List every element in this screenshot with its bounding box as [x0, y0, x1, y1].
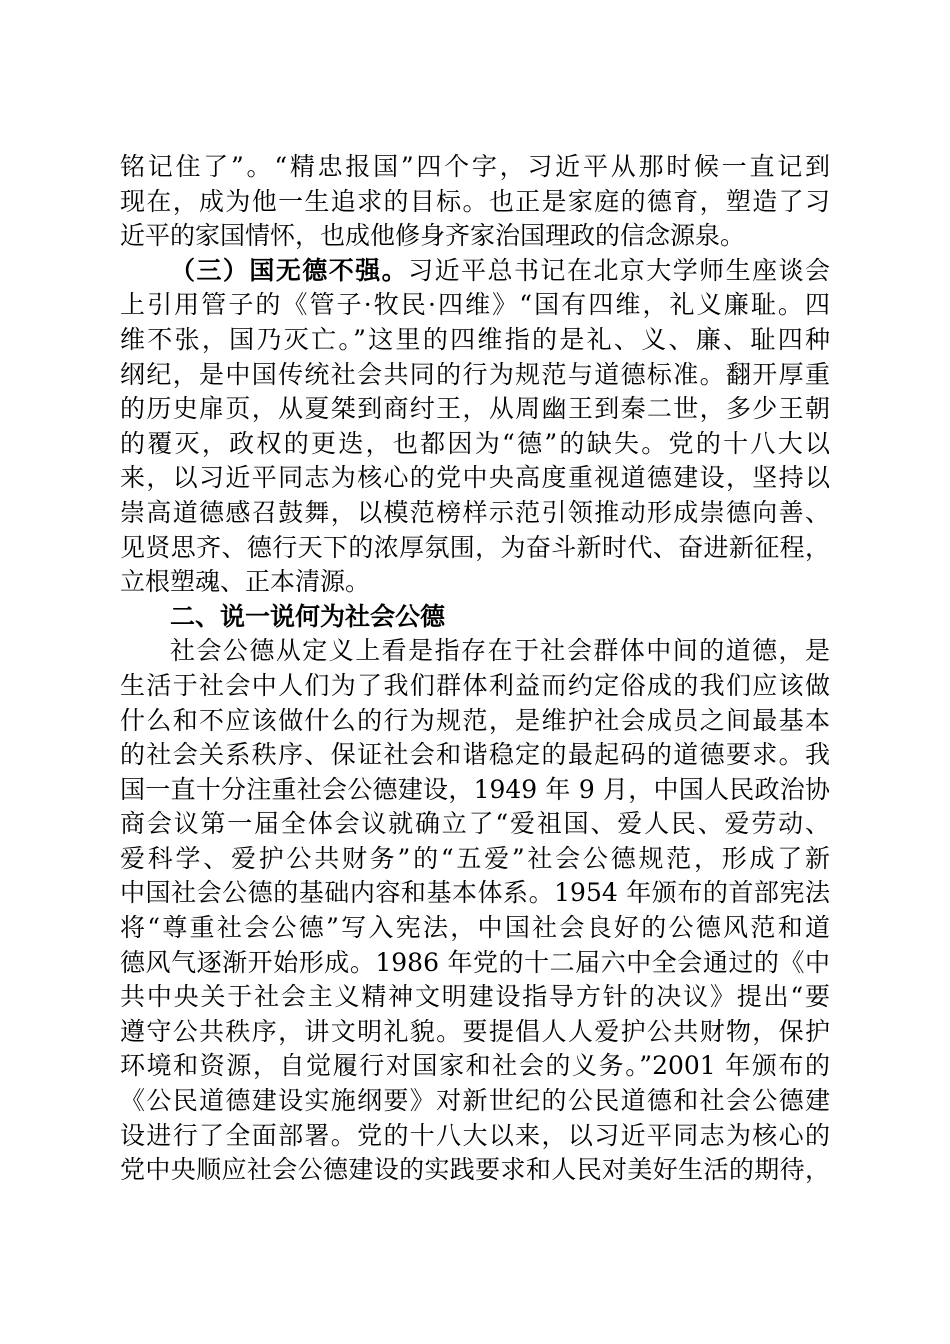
- section-three-first-line-rest: 习近平总书记在北京大学师生座谈会: [408, 255, 830, 285]
- text-line: 见贤思齐、德行天下的浓厚氛围，为奋斗新时代、奋进新征程，: [120, 532, 830, 562]
- text-line: 党中央顺应社会公德建设的实践要求和人民对美好生活的期待，: [120, 1155, 830, 1185]
- text-line: 将“尊重社会公德”写入宪法，中国社会良好的公德风范和道: [120, 913, 830, 943]
- text-line: 爱科学、爱护公共财务”的“五爱”社会公德规范，形成了新: [120, 843, 830, 873]
- text-line: 商会议第一届全体会议就确立了“爱祖国、爱人民、爱劳动、: [120, 809, 830, 839]
- text-line: 立根塑魂、正本清源。: [120, 567, 371, 597]
- text-line: 崇高道德感召鼓舞，以模范榜样示范引领推动形成崇德向善、: [120, 497, 830, 527]
- text-line: 什么和不应该做什么的行为规范，是维护社会成员之间最基本: [120, 705, 830, 735]
- text-line: 设进行了全面部署。党的十八大以来，以习近平同志为核心的: [120, 1120, 830, 1150]
- text-line: 国一直十分注重社会公德建设，1949 年 9 月，中国人民政治协: [120, 774, 830, 804]
- text-line: 的历史扉页，从夏桀到商纣王，从周幽王到秦二世，多少王朝: [120, 394, 830, 424]
- text-line: 社会公德从定义上看是指存在于社会群体中间的道德，是: [170, 636, 830, 666]
- text-line: 共中央关于社会主义精神文明建设指导方针的决议》提出“要: [120, 982, 830, 1012]
- section-heading: 二、说一说何为社会公德: [170, 601, 446, 631]
- text-line: 来，以习近平同志为核心的党中央高度重视道德建设，坚持以: [120, 463, 830, 493]
- text-line: 生活于社会中人们为了我们群体利益而约定俗成的我们应该做: [120, 670, 830, 700]
- text-line: 《公民道德建设实施纲要》对新世纪的公民道德和社会公德建: [120, 1086, 830, 1116]
- text-line: [120, 254, 830, 289]
- paragraph-section-three: [120, 254, 830, 600]
- text-line: 的社会关系秩序、保证社会和谐稳定的最起码的道德要求。我: [120, 740, 830, 770]
- text-line: 铭记住了”。“精忠报国”四个字，习近平从那时候一直记到: [120, 152, 830, 181]
- text-line: 中国社会公德的基础内容和基本体系。1954 年颁布的首部宪法: [120, 878, 830, 908]
- text-line: 现在，成为他一生追求的目标。也正是家庭的德育，塑造了习: [120, 186, 830, 216]
- text-line: 德风气逐渐开始形成。1986 年党的十二届六中全会通过的《中: [120, 947, 830, 977]
- text-line: 维不张，国乃灭亡。”这里的四维指的是礼、义、廉、耻四种: [120, 324, 830, 354]
- text-line: 遵守公共秩序，讲文明礼貌。要提倡人人爱护公共财物，保护: [120, 1016, 830, 1046]
- text-line: 近平的家国情怀，也成他修身齐家治国理政的信念源泉。: [120, 221, 746, 251]
- document-page: [120, 150, 830, 1188]
- text-line: 的覆灭，政权的更迭，也都因为“德”的缺失。党的十八大以: [120, 428, 830, 458]
- paragraph-continuation: [120, 150, 830, 254]
- text-line: 纲纪，是中国传统社会共同的行为规范与道德标准。翻开厚重: [120, 359, 830, 389]
- paragraph-social-morality: [120, 634, 830, 1188]
- section-three-lead: （三）国无德不强。: [170, 255, 409, 285]
- text-line: 上引用管子的《管子·牧民·四维》“国有四维，礼义廉耻。四: [120, 290, 830, 320]
- text-line: 环境和资源，自觉履行对国家和社会的义务。”2001 年颁布的: [120, 1051, 830, 1081]
